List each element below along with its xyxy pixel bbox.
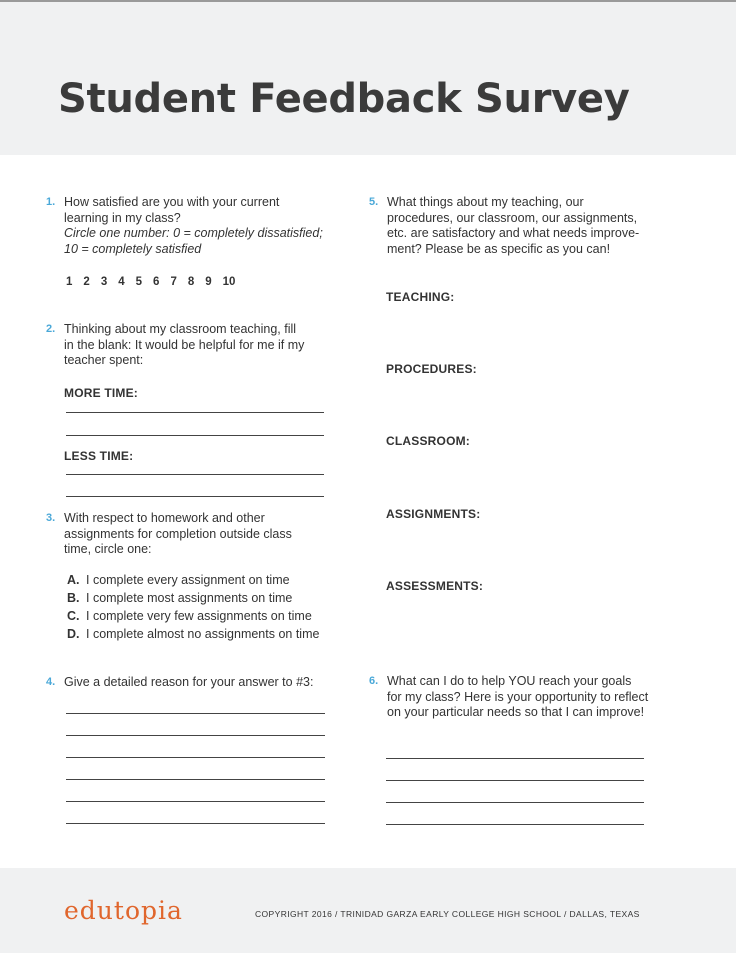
option-text: I complete most assignments on time <box>86 591 293 605</box>
scale-option[interactable]: 7 <box>170 276 177 288</box>
question-number: 4. <box>46 676 56 688</box>
procedures-label: PROCEDURES: <box>386 362 477 376</box>
scale-option[interactable]: 3 <box>100 276 108 288</box>
question-number: 5. <box>369 196 379 208</box>
assessments-label: ASSESSMENTS: <box>386 579 484 593</box>
option-a[interactable] <box>67 573 290 587</box>
question-2 <box>46 322 354 369</box>
answer-line[interactable] <box>66 713 325 714</box>
question-4 <box>46 675 354 691</box>
answer-line[interactable] <box>66 735 325 736</box>
question-text: Give a detailed reason for your answer to #3: <box>64 675 314 689</box>
classroom-label: CLASSROOM: <box>386 434 470 448</box>
question-text: Thinking about my classroom teaching, fill in the blank: It would be helpful for me if my teacher spent: <box>64 322 305 368</box>
question-number: 1. <box>46 196 56 208</box>
option-letter: C. <box>67 609 80 623</box>
edutopia-logo: edutopia <box>64 896 183 925</box>
option-c[interactable] <box>67 609 312 623</box>
answer-line[interactable] <box>66 496 324 497</box>
question-instruction: Circle one number: 0 = completely dissatisfied; 10 = completely satisfied <box>64 226 323 256</box>
question-3 <box>46 511 354 558</box>
answer-line[interactable] <box>66 779 325 780</box>
question-5 <box>369 195 687 257</box>
scale-option[interactable]: 5 <box>135 276 143 288</box>
option-text: I complete very few assignments on time <box>86 609 312 623</box>
assignments-label: ASSIGNMENTS: <box>386 507 481 521</box>
copyright-text: COPYRIGHT 2016 / TRINIDAD GARZA EARLY COLLEGE HIGH SCHOOL / DALLAS, TEXAS <box>255 909 640 919</box>
rating-scale <box>66 276 246 288</box>
answer-line[interactable] <box>66 435 324 436</box>
scale-option[interactable]: 1 <box>66 276 73 288</box>
teaching-label: TEACHING: <box>386 290 455 304</box>
scale-option[interactable]: 4 <box>118 276 125 288</box>
answer-line[interactable] <box>66 757 325 758</box>
question-text: What can I do to help YOU reach your goals for my class? Here is your opportunity to reflect on your particular needs so that I can improve! <box>387 674 649 720</box>
question-text: What things about my teaching, our procedures, our classroom, our assignments, etc. are satisfactory and what needs improve- ment? Please be as specific as you can! <box>387 195 640 256</box>
question-number: 6. <box>369 675 379 687</box>
scale-option[interactable]: 2 <box>83 276 90 288</box>
option-text: I complete almost no assignments on time <box>86 627 320 641</box>
question-1 <box>46 195 354 257</box>
answer-line[interactable] <box>386 780 644 781</box>
scale-option[interactable]: 10 <box>222 276 236 288</box>
option-text: I complete every assignment on time <box>86 573 290 587</box>
question-text: With respect to homework and other assignments for completion outside class time, circle one: <box>64 511 292 557</box>
scale-option[interactable]: 6 <box>153 276 160 288</box>
option-letter: D. <box>67 627 80 641</box>
question-text: How satisfied are you with your current learning in my class? <box>64 195 280 225</box>
answer-line[interactable] <box>66 474 324 475</box>
answer-line[interactable] <box>386 758 644 759</box>
less-time-label: LESS TIME: <box>64 449 134 463</box>
question-6 <box>369 674 687 721</box>
page-title: Student Feedback Survey <box>58 76 630 122</box>
answer-line[interactable] <box>66 801 325 802</box>
option-b[interactable] <box>67 591 292 605</box>
option-letter: B. <box>67 591 80 605</box>
more-time-label: MORE TIME: <box>64 386 138 400</box>
question-number: 2. <box>46 323 56 335</box>
scale-option[interactable]: 9 <box>205 276 212 288</box>
answer-line[interactable] <box>66 823 325 824</box>
option-d[interactable] <box>67 627 319 641</box>
answer-line[interactable] <box>386 824 644 825</box>
option-letter: A. <box>67 573 80 587</box>
scale-option[interactable]: 8 <box>187 276 195 288</box>
answer-line[interactable] <box>386 802 644 803</box>
answer-line[interactable] <box>66 412 324 413</box>
question-number: 3. <box>46 512 56 524</box>
